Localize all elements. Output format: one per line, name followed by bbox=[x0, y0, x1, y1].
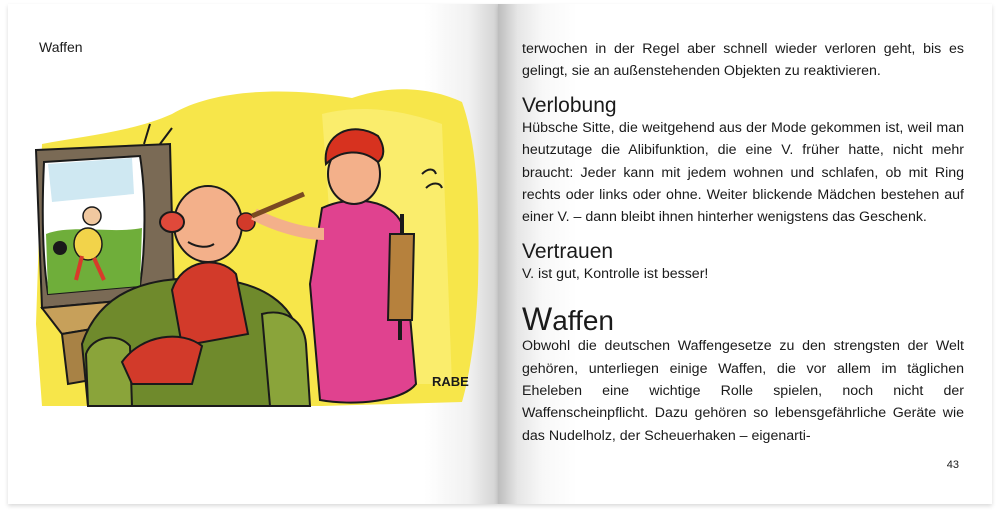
text-column bbox=[522, 38, 964, 447]
book-spread bbox=[8, 4, 992, 504]
page-number: 43 bbox=[946, 459, 959, 471]
entry-heading-vertrauen: Vertrauen bbox=[522, 239, 614, 263]
heading-initial: W bbox=[522, 301, 553, 338]
right-page bbox=[498, 4, 992, 504]
entry-text-verlobung: Hübsche Sitte, die weitgehend aus der Mode gekommen ist, weil man heutzutage die Alibifunktion, die eine V. früher hatte, nicht mehr braucht: Jeder kann mit jedem wohnen und schlafen, ob mit Ring rechts oder links oder ohne. Weiter blickende Mädchen bestehen auf einer V. – dann bleibt ihnen hinterher wenigstens das Geschenk. bbox=[522, 119, 964, 226]
intro-paragraph: terwochen in der Regel aber schnell wieder verloren geht, bis es gelingt, sie an außenstehenden Objekten zu reaktivieren. bbox=[522, 41, 964, 80]
running-head: Waffen bbox=[39, 39, 83, 55]
artist-signature: RABE bbox=[432, 374, 469, 389]
left-page bbox=[8, 4, 498, 504]
entry-text-vertrauen: V. ist gut, Kontrolle ist besser! bbox=[522, 265, 709, 282]
section-heading-waffen bbox=[522, 301, 964, 338]
heading-rest: affen bbox=[552, 305, 614, 337]
entry-text-waffen: Obwohl die deutschen Waffengesetze zu den strengsten der Welt gehören, unterliegen einige Waffen, die vor allem im täglichen Eheleben eine wichtige Rolle spielen, noch nicht der Waffenscheinpflicht. Dazu gehören so lebensgefährliche Geräte wie das Nudelholz, der Scheuerhaken – eigenarti- bbox=[522, 338, 964, 444]
entry-heading-verlobung: Verlobung bbox=[522, 93, 617, 117]
cartoon-illustration bbox=[22, 84, 484, 422]
